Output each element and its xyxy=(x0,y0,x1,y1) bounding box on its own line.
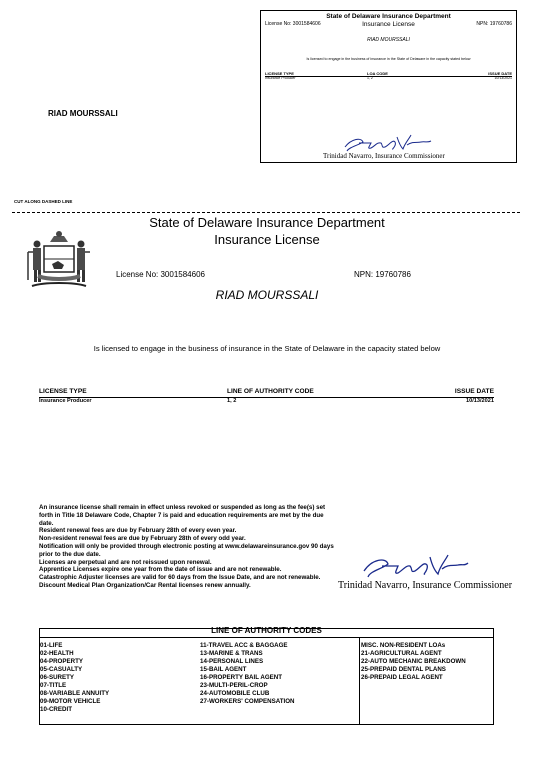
note-2: Resident renewal fees are due by February 28th of every even year. xyxy=(39,527,237,535)
loa-column-1 xyxy=(40,642,109,714)
license-notes xyxy=(39,504,339,590)
loa-code: 06-SURETY xyxy=(40,674,75,681)
document-title: Insurance License xyxy=(214,232,320,247)
loa-code: 16-PROPERTY BAIL AGENT xyxy=(200,674,283,681)
loa-code: 24-AUTOMOBILE CLUB xyxy=(200,690,270,697)
loa-codes-divider xyxy=(39,637,494,638)
loa-column-divider xyxy=(359,637,360,725)
loa-code: 02-HEALTH xyxy=(40,650,74,657)
cut-dashed-line xyxy=(12,212,520,213)
note-7: Catastrophic Adjuster licenses are valid for 60 days from the Issue Date, and are not renewable. xyxy=(39,574,321,582)
card-val-loa: 1, 2 xyxy=(367,76,373,80)
card-npn: NPN: 19760786 xyxy=(476,21,512,27)
card-col-type: LICENSE TYPE xyxy=(265,71,294,76)
license-number: License No: 3001584606 xyxy=(116,270,205,279)
val-license-type: Insurance Producer xyxy=(39,398,92,404)
loa-code: 21-AGRICULTURAL AGENT xyxy=(361,650,442,657)
loa-code: 22-AUTO MECHANIC BREAKDOWN xyxy=(361,658,466,665)
val-issue-date: 10/13/2021 xyxy=(466,398,494,404)
loa-codes-title: LINE OF AUTHORITY CODES xyxy=(211,626,322,635)
card-commissioner: Trinidad Navarro, Insurance Commissioner xyxy=(323,152,445,160)
loa-code: 04-PROPERTY xyxy=(40,658,83,665)
note-4: Notification will only be provided through electronic posting at www.delawareinsurance.gov 90 days prior to the due date. xyxy=(39,542,334,558)
loa-code: 05-CASUALTY xyxy=(40,666,83,673)
wallet-license-card xyxy=(260,10,517,163)
note-1: An insurance license shall remain in effect unless revoked or suspended as long as the fee(s) set forth in Title 18 Delaware Code, Chapter 7 is paid and education requirements are met by the due date. xyxy=(39,504,326,527)
loa-code: 27-WORKERS' COMPENSATION xyxy=(200,698,295,705)
card-statement: Is licensed to engage in the business of insurance in the State of Delaware in the capacity stated below xyxy=(306,57,471,61)
loa-code: 07-TITLE xyxy=(40,682,67,689)
card-doc-title: Insurance License xyxy=(362,21,415,28)
loa-column-2 xyxy=(200,642,295,706)
loa-code: 09-MOTOR VEHICLE xyxy=(40,698,101,705)
loa-code: MISC. NON-RESIDENT LOAs xyxy=(361,642,446,649)
loa-code: 11-TRAVEL ACC & BAGGAGE xyxy=(200,642,288,649)
npn-number: NPN: 19760786 xyxy=(354,270,411,279)
card-col-date: ISSUE DATE xyxy=(488,71,512,76)
commissioner-signature-icon xyxy=(360,553,470,581)
license-table-divider xyxy=(39,397,494,398)
licensee-name: RIAD MOURSSALI xyxy=(215,288,319,302)
license-statement: Is licensed to engage in the business of insurance in the State of Delaware in the capacity stated below xyxy=(93,344,441,353)
loa-code: 08-VARIABLE ANNUITY xyxy=(40,690,110,697)
card-col-loa: LOA CODE xyxy=(367,71,388,76)
card-val-type: Insurance Producer xyxy=(265,76,296,80)
loa-code: 01-LIFE xyxy=(40,642,63,649)
department-title: State of Delaware Insurance Department xyxy=(149,215,385,230)
note-3: Non-resident renewal fees are due by February 28th of every odd year. xyxy=(39,535,246,543)
col-license-type: LICENSE TYPE xyxy=(39,388,87,395)
card-department: State of Delaware Insurance Department xyxy=(326,13,451,20)
loa-code: 13-MARINE & TRANS xyxy=(200,650,263,657)
note-5: Licenses are perpetual and are not reissued upon renewal. xyxy=(39,558,212,566)
loa-code: 14-PERSONAL LINES xyxy=(200,658,264,665)
loa-code: 26-PREPAID LEGAL AGENT xyxy=(361,674,443,681)
commissioner-name: Trinidad Navarro, Insurance Commissioner xyxy=(338,580,513,591)
card-license-no: License No: 3001584606 xyxy=(265,21,321,27)
loa-code: 23-MULTI-PERIL-CROP xyxy=(200,682,268,689)
note-6: Apprentice Licenses expire one year from the date of issue and are not renewable. xyxy=(39,566,282,574)
loa-column-3 xyxy=(361,642,466,682)
loa-code: 25-PREPAID DENTAL PLANS xyxy=(361,666,446,673)
address-name: RIAD MOURSSALI xyxy=(48,109,118,118)
card-val-date: 10/13/2021 xyxy=(494,76,512,80)
card-licensee-name: RIAD MOURSSALI xyxy=(367,37,410,43)
card-divider xyxy=(265,76,512,77)
col-issue-date: ISSUE DATE xyxy=(454,388,494,395)
val-loa-code: 1, 2 xyxy=(227,398,237,404)
loa-code: 10-CREDIT xyxy=(40,706,72,713)
col-loa-code: LINE OF AUTHORITY CODE xyxy=(227,388,314,395)
note-8: Discount Medical Plan Organization/Car Rental licenses renew annually. xyxy=(39,581,251,589)
cut-label: CUT ALONG DASHED LINE xyxy=(14,199,73,204)
loa-code: 15-BAIL AGENT xyxy=(200,666,247,673)
